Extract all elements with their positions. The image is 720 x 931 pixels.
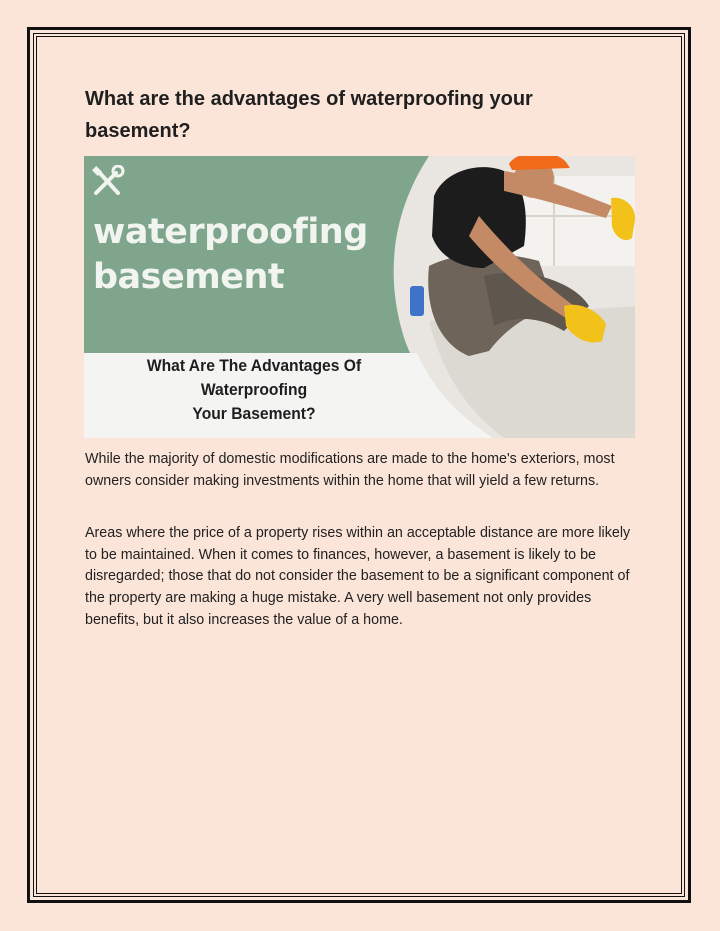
article-title: What are the advantages of waterproofing your basement? (85, 88, 533, 142)
hero-headline-line-2: basement (93, 257, 285, 297)
hero-image (84, 156, 635, 438)
paragraph-1: While the majority of domestic modifications are made to the home's exteriors, most owners consider making investments within the home that will yield a few returns. (85, 451, 615, 489)
paragraph-2: Areas where the price of a property rises within an acceptable distance are more likely to be maintained. When it comes to finances, however, a basement is likely to be disregarded; those that do not consider the basement to be a significant component of the property are making a huge mistake. A very well basement not only provides benefits, but it also increases the value of a home. (85, 525, 631, 628)
hero-headline (93, 210, 368, 300)
hero-subheadline-line-1: What Are The Advantages Of Waterproofing (146, 356, 362, 399)
tools-icon (90, 165, 126, 199)
hero-headline-line-1: waterproofing (93, 212, 368, 252)
hero-subheadline (98, 354, 411, 426)
hero-subheadline-line-2: Your Basement? (192, 404, 316, 423)
